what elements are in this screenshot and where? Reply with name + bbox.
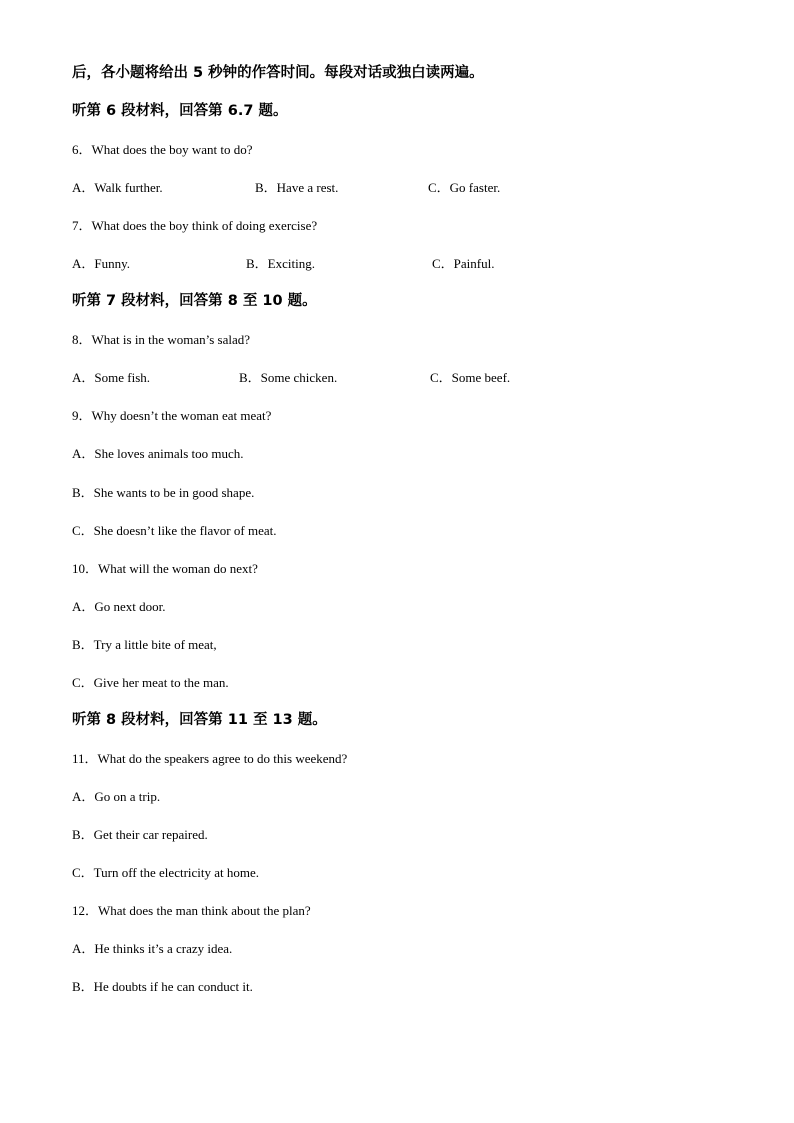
question-11-option-c: C．Turn off the electricity at home. — [72, 865, 260, 880]
question-10-stem: 10．What will the woman do next? — [72, 561, 258, 576]
question-6-option-a: A．Walk further. — [72, 180, 163, 195]
question-6-option-c: C．Go faster. — [428, 180, 501, 195]
question-12-option-a: A．He thinks it’s a crazy idea. — [72, 941, 233, 956]
question-11-stem: 11．What do the speakers agree to do this weekend? — [72, 751, 348, 766]
question-6-option-b: B．Have a rest. — [255, 180, 339, 195]
question-7-options — [72, 256, 672, 272]
question-9-option-c: C．She doesn’t like the flavor of meat. — [72, 523, 277, 538]
question-7-stem: 7．What does the boy think of doing exercise? — [72, 218, 318, 233]
question-7-option-c: C．Painful. — [432, 256, 495, 271]
question-6-stem: 6．What does the boy want to do? — [72, 142, 253, 157]
question-8-options — [72, 370, 672, 386]
question-9-option-b: B．She wants to be in good shape. — [72, 485, 255, 500]
question-8-option-b: B．Some chicken. — [239, 370, 338, 385]
question-8-option-c: C．Some beef. — [430, 370, 511, 385]
question-9-stem: 9．Why doesn’t the woman eat meat? — [72, 408, 272, 423]
question-7-option-a: A．Funny. — [72, 256, 131, 271]
question-11-option-a: A．Go on a trip. — [72, 789, 161, 804]
question-8-stem: 8．What is in the woman’s salad? — [72, 332, 250, 347]
section-6-heading: 听第 6 段材料，回答第 6.7 题。 — [72, 103, 288, 119]
question-11-option-b: B．Get their car repaired. — [72, 827, 208, 842]
question-8-option-a: A．Some fish. — [72, 370, 151, 385]
question-9-option-a: A．She loves animals too much. — [72, 446, 244, 461]
question-12-option-b: B．He doubts if he can conduct it. — [72, 979, 253, 994]
question-10-option-c: C．Give her meat to the man. — [72, 675, 229, 690]
question-10-option-b: B．Try a little bite of meat, — [72, 637, 217, 652]
intro-line: 后，各小题将给出 5 秒钟的作答时间。每段对话或独白读两遍。 — [72, 65, 484, 81]
section-7-heading: 听第 7 段材料，回答第 8 至 10 题。 — [72, 293, 317, 309]
question-7-option-b: B．Exciting. — [246, 256, 315, 271]
question-12-stem: 12．What does the man think about the plan? — [72, 903, 311, 918]
question-10-option-a: A．Go next door. — [72, 599, 166, 614]
section-8-heading: 听第 8 段材料，回答第 11 至 13 题。 — [72, 712, 327, 728]
question-6-options — [72, 180, 672, 196]
